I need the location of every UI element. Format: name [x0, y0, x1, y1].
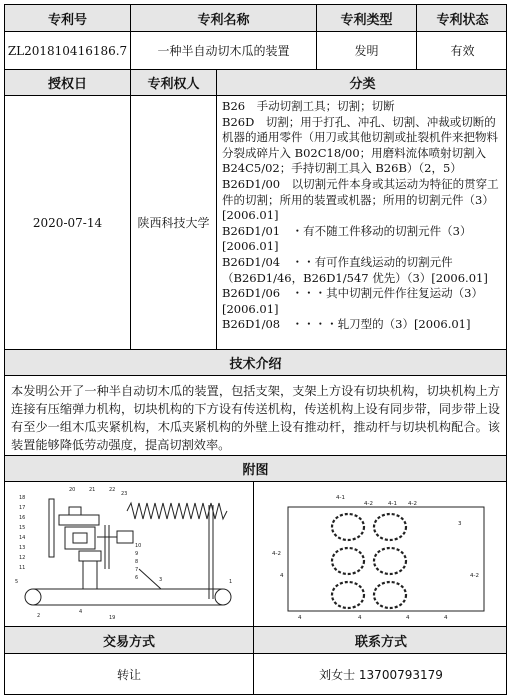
fig-label: 3: [458, 521, 462, 527]
patent-number: ZL201810416186.7: [7, 43, 128, 58]
fig-label: 4-2: [470, 573, 479, 579]
header-contact-method: 联系方式: [253, 627, 508, 653]
header-patent-status: 专利状态: [416, 5, 508, 31]
fig-label: 6: [135, 575, 139, 581]
figures-header-row: [5, 456, 506, 482]
classification-line: B26 手动切割工具；切割；切断: [222, 99, 395, 113]
fig-label: 4: [280, 573, 284, 579]
fig-label: 5: [15, 579, 19, 585]
patent-type: 发明: [316, 32, 416, 69]
header-trade-method: 交易方式: [102, 634, 155, 650]
fig-label: 2: [37, 613, 41, 619]
fig-label: 7: [135, 567, 139, 573]
fig-label: 15: [19, 525, 26, 531]
fig-label: 9: [135, 551, 139, 557]
patentee: 陕西科技大学: [130, 96, 216, 349]
header-patent-name: 专利名称: [130, 5, 316, 31]
figure-right-clamp-diagram: [258, 485, 504, 623]
fig-label: 4-1: [388, 501, 397, 507]
fig-label: 4-2: [364, 501, 373, 507]
header-classification: 分类: [216, 70, 508, 95]
fig-label: 16: [19, 515, 26, 521]
trade-values-row: [5, 654, 506, 694]
patent-status: 有效: [416, 32, 508, 69]
fig-label: 3: [159, 577, 163, 583]
fig-label: 4: [406, 615, 410, 621]
tech-intro-header: 技术介绍: [229, 357, 282, 372]
fig-label: 12: [19, 555, 26, 561]
classification-line: B26D 切割；用于打孔、冲孔、切割、冲裁或切断的机器的通用零件（用刀或其他切割或扯裂机件来把物料分裂成碎片入 B02C18/00；用磨料流体喷射切割入 B24C5/02；手持切割工具入 B26B）（2，5）: [222, 114, 498, 176]
fig-label: 8: [135, 559, 139, 565]
classification-cell: [216, 96, 508, 349]
tech-intro-row: [5, 376, 506, 456]
fig-label: 4: [358, 615, 362, 621]
figures-row: [5, 482, 506, 627]
trade-header-row: [5, 627, 506, 654]
fig-label: 11: [19, 565, 26, 571]
header-row-1: [5, 5, 506, 32]
header-grant-date: 授权日: [47, 77, 87, 92]
classification-line: B26D1/08 ・・・・轧刀型的（3）[2006.01]: [222, 317, 471, 332]
contact-info: 刘女士 13700793179: [253, 654, 508, 694]
header-patentee: 专利权人: [130, 70, 216, 95]
fig-label: 21: [89, 487, 96, 493]
fig-label: 4: [79, 609, 83, 615]
fig-label: 17: [19, 505, 26, 511]
classification-line: B26D1/04 ・・有可作直线运动的切割元件（B26D1/46，B26D1/547 优先）（3）[2006.01]: [222, 254, 488, 285]
tech-intro-header-row: [5, 350, 506, 376]
fig-label: 18: [19, 495, 26, 501]
grant-info-row: [5, 96, 506, 350]
grant-date: 2020-07-14: [32, 215, 103, 230]
classification-line: B26D1/06 ・・・其中切割元件作往复运动（3）[2006.01]: [222, 286, 483, 316]
fig-label: 4-2: [272, 551, 281, 557]
fig-label: 20: [69, 487, 76, 493]
header-patent-no: 专利号: [47, 12, 87, 28]
fig-label: 4-1: [336, 495, 345, 501]
fig-label: 10: [135, 543, 142, 549]
fig-label: 4-2: [408, 501, 417, 507]
classification-line: B26D1/01 ・有不随工件移动的切割元件（3）[2006.01]: [222, 223, 472, 254]
fig-label: 23: [121, 491, 128, 497]
patent-values-row: [5, 32, 506, 70]
fig-label: 19: [109, 615, 116, 621]
figure-left-machine-diagram: [9, 485, 249, 623]
header-row-2: [5, 70, 506, 96]
tech-intro-text: 本发明公开了一种半自动切木瓜的装置，包括支架，支架上方设有切块机构，切块机构上方连接有压缩弹力机构，切块机构的下方设有传送机构，传送机构上设有同步带，同步带上设有至少一组木瓜夹紧机构，木瓜夹紧机构的外壁上设有推动杆，推动杆与切块机构配合。该装置能够降低劳动强度，提高切割效率。: [11, 384, 500, 452]
figure-left-cell: [5, 482, 253, 626]
classification-line: B26D1/00 以切割元件本身或其运动为特征的贯穿工件的切割；所用的装置或机器；所用的切割元件（3）[2006.01]: [222, 176, 499, 223]
figure-right-cell: [253, 482, 508, 626]
fig-label: 1: [229, 579, 233, 585]
patent-info-table: [4, 4, 507, 695]
classification-list: [222, 99, 505, 333]
trade-method: 转让: [116, 667, 141, 682]
fig-label: 22: [109, 487, 116, 493]
fig-label: 4: [444, 615, 448, 621]
fig-label: 4: [298, 615, 302, 621]
fig-label: 14: [19, 535, 26, 541]
header-patent-type: 专利类型: [316, 5, 416, 31]
patent-name: 一种半自动切木瓜的装置: [130, 32, 316, 69]
figures-header: 附图: [242, 463, 269, 478]
fig-label: 13: [19, 545, 26, 551]
